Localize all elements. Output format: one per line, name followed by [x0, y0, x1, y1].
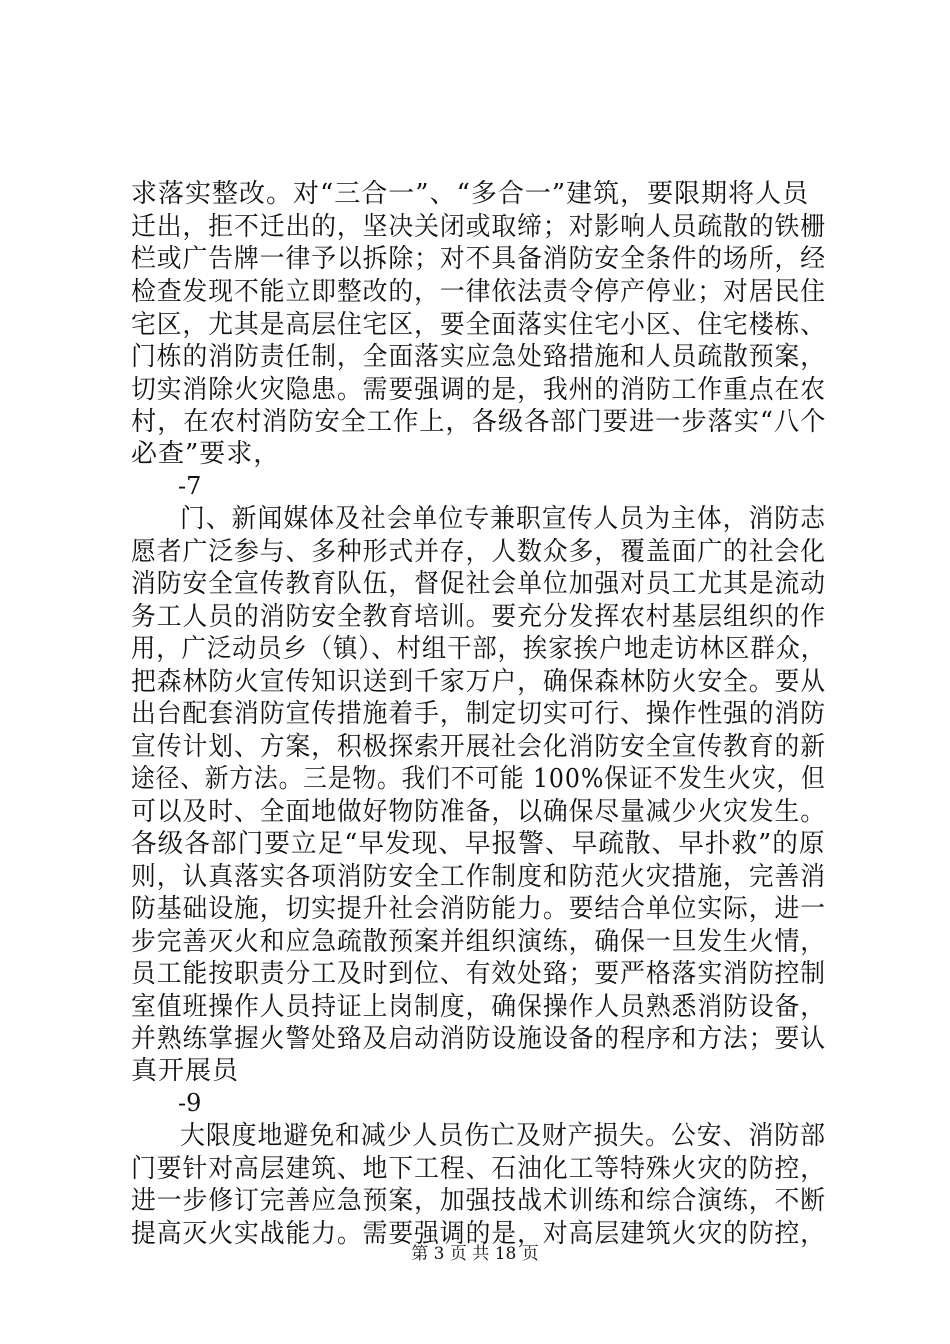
text-line: 出台配套消防宣传措施着手，制定切实可行、操作性强的消防: [131, 699, 827, 729]
text-line: 迁出，拒不迁出的，坚决关闭或取缔；对影响人员疏散的铁栅: [131, 212, 827, 242]
text-line: 务工人员的消防安全教育培训。要充分发挥农村基层组织的作: [131, 602, 827, 632]
text-line: 门要针对高层建筑、地下工程、石油化工等特殊火灾的防控，: [131, 1154, 827, 1184]
page-break-marker: -9: [178, 1089, 202, 1117]
text-line: 求落实整改。对“三合一”、“多合一”建筑，要限期将人员: [131, 179, 810, 209]
text-line: 进一步修订完善应急预案，加强技战术训练和综合演练，不断: [131, 1186, 827, 1216]
text-line: 用，广泛动员乡（镇）、村组干部，挨家挨户地走访林区群众，: [131, 634, 827, 664]
text-line: 提高灭火实战能力。需要强调的是，对高层建筑火灾的防控，: [131, 1219, 827, 1249]
text-line: 宅区，尤其是高层住宅区，要全面落实住宅小区、住宅楼栋、: [131, 310, 827, 340]
text-line: 防基础设施，切实提升社会消防能力。要结合单位实际，进一: [131, 894, 827, 924]
page-number-footer: 第 3 页 共 18 页: [411, 1244, 539, 1264]
text-line: 必查”要求，: [131, 439, 281, 469]
text-line: 室值班操作人员持证上岗制度，确保操作人员熟悉消防设备，: [131, 992, 827, 1022]
text-line: 大限度地避免和减少人员伤亡及财产损失。公安、消防部: [180, 1121, 826, 1151]
text-line: 栏或广告牌一律予以拆除；对不具备消防安全条件的场所，经: [131, 244, 827, 274]
text-line: 则，认真落实各项消防安全工作制度和防范火灾措施，完善消: [131, 862, 827, 892]
text-line: 门栋的消防责任制，全面落实应急处臵措施和人员疏散预案，: [131, 342, 827, 372]
text-line: 并熟练掌握火警处臵及启动消防设施设备的程序和方法；要认: [131, 1024, 827, 1054]
text-line: 愿者广泛参与、多种形式并存，人数众多，覆盖面广的社会化: [131, 537, 827, 567]
text-line: 门、新闻媒体及社会单位专兼职宣传人员为主体，消防志: [180, 504, 826, 534]
text-line: 员工能按职责分工及时到位、有效处臵；要严格落实消防控制: [131, 959, 827, 989]
text-line: 步完善灭火和应急疏散预案并组织演练，确保一旦发生火情，: [131, 927, 827, 957]
text-line: 途径、新方法。三是物。我们不可能 100%保证不发生火灾，但: [131, 764, 826, 794]
text-line: 可以及时、全面地做好物防准备，以确保尽量减少火灾发生。: [131, 797, 827, 827]
text-line: 切实消除火灾隐患。需要强调的是，我州的消防工作重点在农: [131, 375, 827, 405]
text-line: 村，在农村消防安全工作上，各级各部门要进一步落实“八个: [131, 407, 827, 437]
text-line: 宣传计划、方案，积极探索开展社会化消防安全宣传教育的新: [131, 732, 827, 762]
text-line: 检查发现不能立即整改的，一律依法责令停产停业；对居民住: [131, 277, 827, 307]
text-line: 消防安全宣传教育队伍，督促社会单位加强对员工尤其是流动: [131, 569, 827, 599]
page-break-marker: -7: [178, 472, 202, 500]
text-line: 把森林防火宣传知识送到千家万户，确保森林防火安全。要从: [131, 667, 827, 697]
text-line: 真开展员: [131, 1056, 240, 1086]
text-line: 各级各部门要立足“早发现、早报警、早疏散、早扑救”的原: [131, 829, 826, 859]
